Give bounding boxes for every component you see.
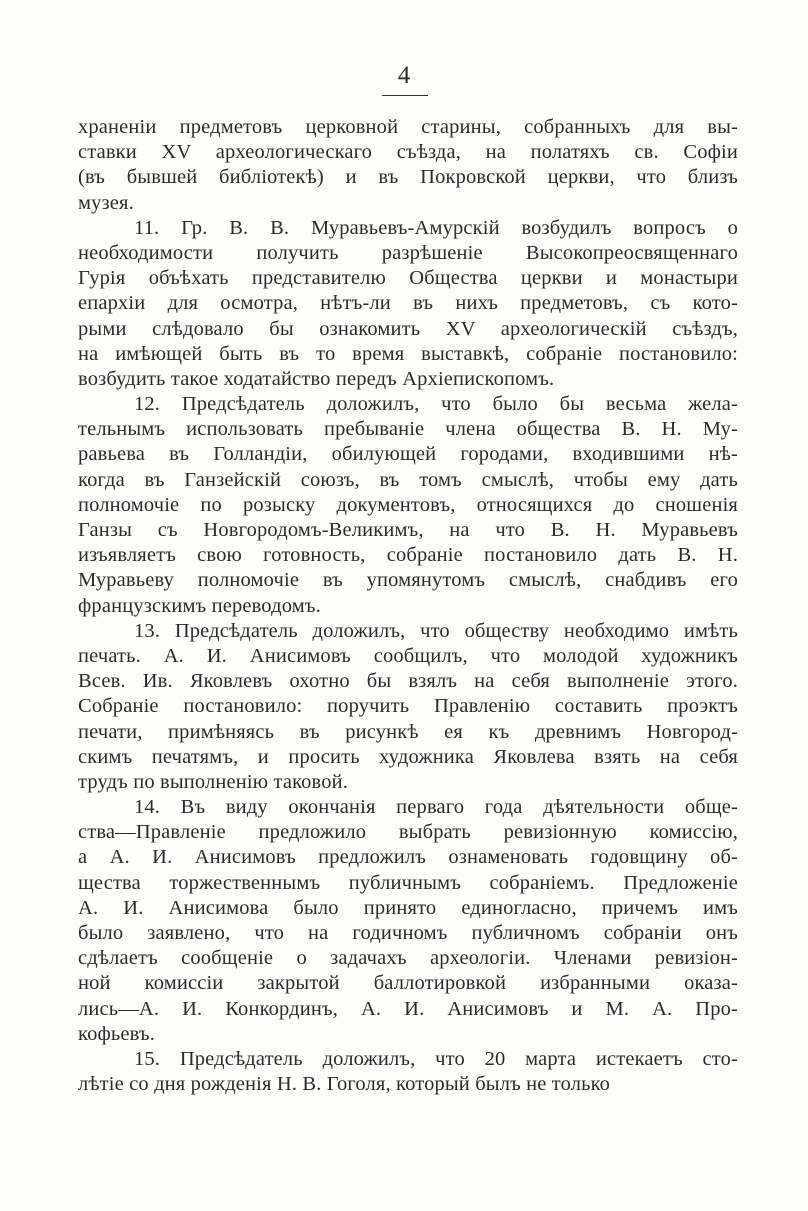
text-line: сдѣлаетъ сообщеніе о задачахъ археологіи. Членами ревизіон-: [78, 947, 738, 970]
text-line: Всев. Ив. Яковлевъ охотно бы взялъ на себя выполненіе этого.: [78, 670, 738, 693]
text-line: возбудить такое ходатайство передъ Архіепископомъ.: [78, 367, 555, 390]
paragraph: [78, 392, 738, 619]
paragraph: [78, 1047, 738, 1097]
text-line: равьева въ Голландіи, обилующей городами, входившими нѣ-: [78, 443, 738, 466]
text-line: трудъ по выполненію таковой.: [78, 770, 349, 793]
text-line: лѣтіе со дня рожденія Н. В. Гоголя, который былъ не только: [78, 1073, 611, 1096]
text-line: было заявлено, что на годичномъ публичномъ собраніи онъ: [78, 922, 738, 944]
text-line: (въ бывшей библіотекѣ) и въ Покровской церкви, что близъ: [78, 166, 738, 189]
paragraph: [78, 115, 738, 216]
text-line: рыми слѣдовало бы ознакомить XV археологическій съѣздъ,: [78, 317, 738, 340]
text-line: щества торжественнымъ публичнымъ собраніемъ. Предложеніе: [78, 871, 738, 894]
text-line: французскимъ переводомъ.: [78, 594, 321, 617]
paragraph: [78, 795, 738, 1047]
text-line: скимъ печатямъ, и просить художника Яковлева взять на себя: [78, 745, 738, 768]
page-number: 4: [397, 62, 411, 89]
text-line: Собраніе постановило: поручить Правленію составить проэктъ: [78, 695, 738, 718]
text-line: необходимости получить разрѣшеніе Высокопреосвященнаго: [78, 241, 738, 264]
text-line: 15. Предсѣдатель доложилъ, что 20 марта истекаетъ сто-: [134, 1047, 738, 1070]
text-line: А. И. Анисимова было принято единогласно, причемъ имъ: [78, 896, 738, 919]
text-line: печать. А. И. Анисимовъ сообщилъ, что молодой художникъ: [78, 644, 738, 667]
text-line: Гурія объѣхать представителю Общества церкви и монастыри: [78, 267, 738, 290]
text-line: Ганзы съ Новгородомъ-Великимъ, на что В. Н. Муравьевъ: [78, 519, 738, 541]
text-line: храненіи предметовъ церковной старины, собранныхъ для вы-: [78, 116, 738, 138]
text-line: тельнымъ использовать пребываніе члена общества В. Н. Му-: [78, 418, 738, 441]
text-line: 13. Предсѣдатель доложилъ, что обществу необходимо имѣть: [134, 619, 738, 642]
text-line: кофьевъ.: [78, 1022, 155, 1045]
text-line: на имѣющей быть въ то время выставкѣ, собраніе постановило:: [78, 342, 738, 365]
text-line: 11. Гр. В. В. Муравьевъ-Амурскій возбудилъ вопросъ о: [134, 216, 738, 239]
text-line: 12. Предсѣдатель доложилъ, что было бы весьма желa-: [134, 393, 738, 416]
text-line: изъявляетъ свою готовность, собраніе постановило дать В. Н.: [78, 544, 738, 567]
text-line: ства—Правленіе предложило выбрать ревизіонную комиссію,: [78, 821, 738, 844]
text-line: 14. Въ виду окончанія перваго года дѣятельности обще-: [134, 796, 738, 819]
page-number-rule: [382, 95, 428, 96]
text-line: Муравьеву полномочіе въ упомянутомъ смыслѣ, снабдивъ его: [78, 569, 738, 592]
text-line: когда въ Ганзейскій союзъ, въ томъ смыслѣ, чтобы ему дать: [78, 468, 738, 491]
text-line: музея.: [78, 191, 134, 214]
text-line: ставки XV археологическаго съѣзда, на полатяхъ св. Софіи: [78, 141, 738, 164]
body-text: [78, 115, 738, 1097]
text-line: ной комиссіи закрытой баллотировкой избранными оказа-: [78, 972, 738, 995]
paragraph: [78, 619, 738, 795]
text-line: лись—А. И. Конкординъ, А. И. Анисимовъ и М. А. Про-: [78, 997, 738, 1020]
text-line: печати, примѣняясь въ рисункѣ ея къ древнимъ Новгород-: [78, 720, 738, 743]
text-line: полномочіе по розыску документовъ, относящихся до сношенія: [78, 493, 738, 516]
paragraph: [78, 216, 738, 392]
text-line: а А. И. Анисимовъ предложилъ ознаменовать годовщину об-: [78, 846, 738, 869]
text-line: епархіи для осмотра, нѣтъ-ли въ нихъ предметовъ, съ кото-: [78, 292, 738, 315]
